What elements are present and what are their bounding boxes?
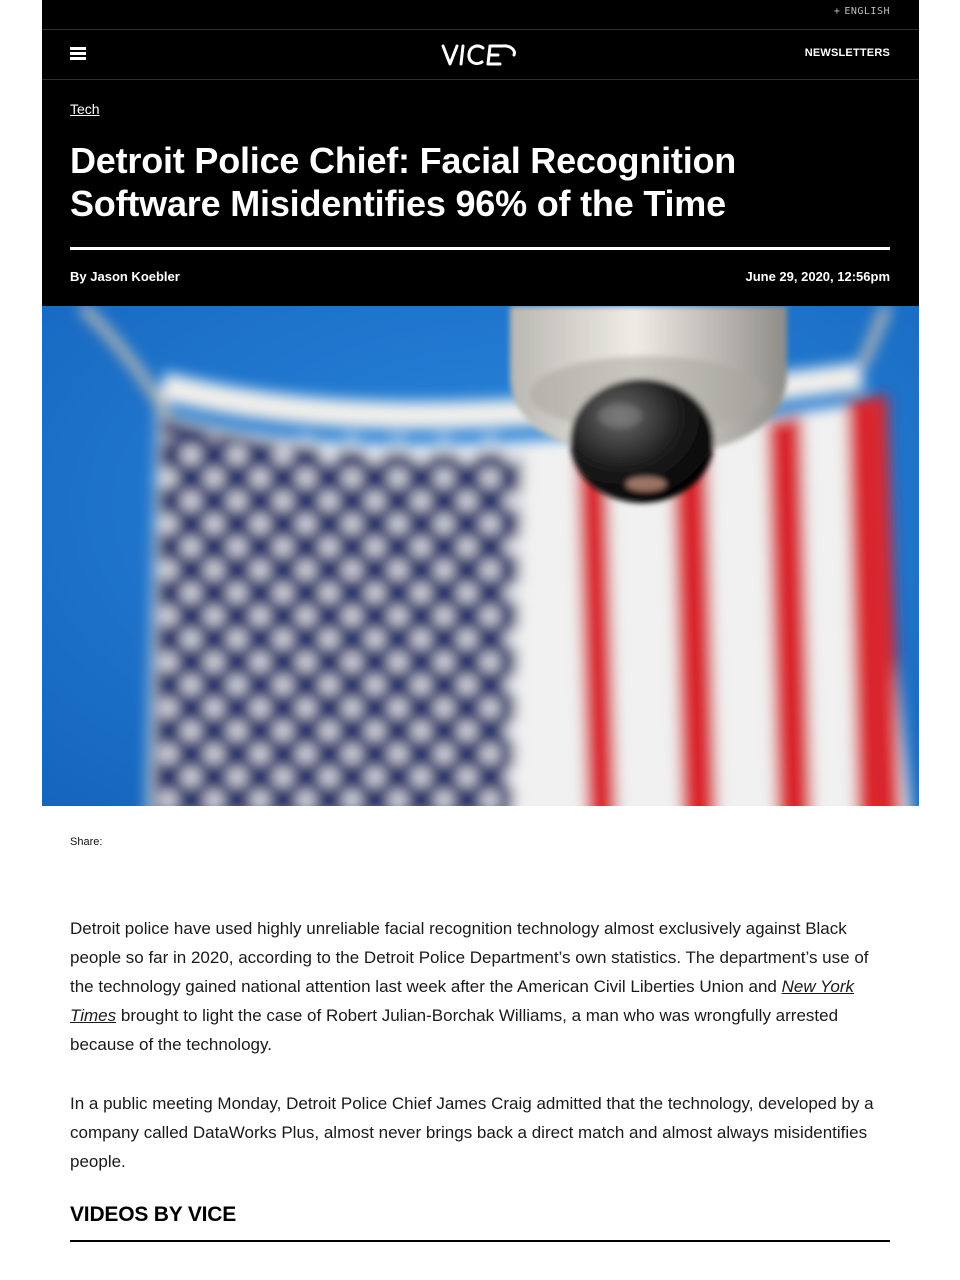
article-paragraph: In a public meeting Monday, Detroit Police Chief James Craig admitted that the technology, developed by a company called DataWorks Plus, almost never brings back a direct match and almost always misidentifies people. <box>70 1094 874 1171</box>
article-paragraph <box>70 914 890 1059</box>
language-label: ENGLISH <box>844 6 890 17</box>
byline-prefix: By <box>70 269 87 284</box>
paragraph-text: Detroit police have used highly unreliable facial recognition technology almost exclusively against Black people so far in 2020, according to the Detroit Police Department’s own statistics. The department’s use of the technology gained national attention last week after the American Civil Liberties Union and <box>70 919 869 996</box>
author-link[interactable]: Jason Koebler <box>90 269 180 284</box>
videos-divider <box>70 1240 890 1242</box>
share-label: Share: <box>70 836 103 848</box>
vice-logo[interactable] <box>440 42 518 68</box>
article-headline: Detroit Police Chief: Facial Recognition Software Misidentifies 96% of the Time <box>70 140 737 224</box>
language-bar <box>42 0 919 30</box>
article-header <box>42 0 919 306</box>
byline <box>70 269 180 284</box>
section-link-tech[interactable]: Tech <box>70 101 100 117</box>
top-nav <box>42 30 919 80</box>
paragraph-text: brought to light the case of Robert Julian-Borchak Williams, a man who was wrongfully arrested because of the technology. <box>70 1006 839 1054</box>
nyt-link[interactable]: New York Times <box>70 977 855 1025</box>
flag-camera-illustration <box>42 306 919 806</box>
header-divider <box>70 247 890 250</box>
videos-heading: VIDEOS BY VICE <box>70 1203 237 1226</box>
menu-icon-bar <box>70 57 86 60</box>
plus-icon: + <box>833 6 841 17</box>
article-body <box>70 914 890 1206</box>
menu-icon[interactable] <box>70 47 86 61</box>
menu-icon-bar <box>70 52 86 55</box>
newsletters-link[interactable]: NEWSLETTERS <box>804 47 890 59</box>
vice-logo-icon <box>440 42 518 68</box>
language-switcher[interactable] <box>834 6 890 17</box>
hero-image <box>42 306 919 806</box>
menu-icon-bar <box>70 47 86 50</box>
publish-date: June 29, 2020, 12:56pm <box>745 269 890 284</box>
